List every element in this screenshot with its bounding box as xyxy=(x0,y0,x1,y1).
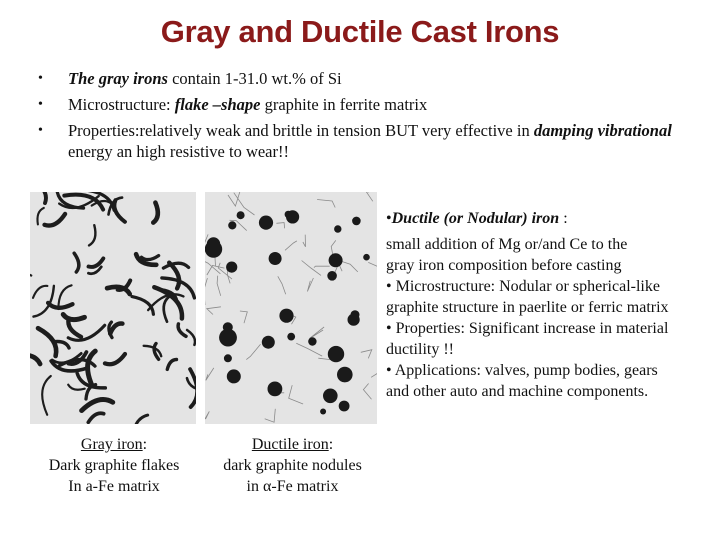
graphite-nodule xyxy=(262,336,275,349)
graphite-nodule xyxy=(279,309,293,323)
bullet-emphasis: The gray irons xyxy=(68,69,168,88)
gray-iron-micrograph xyxy=(30,192,196,424)
graphite-flake xyxy=(88,413,103,422)
bullet-lead: Properties:relatively weak and brittle in tension BUT very effective in xyxy=(68,121,534,140)
bullet-properties xyxy=(38,120,678,162)
graphite-flake xyxy=(142,256,159,260)
graphite-flake xyxy=(68,385,85,390)
bullet-emphasis: flake –shape xyxy=(174,95,261,114)
grain-boundary xyxy=(371,366,377,378)
grain-boundary xyxy=(217,276,221,296)
bullet-gray-irons xyxy=(38,68,678,89)
caption-title: Gray iron xyxy=(80,436,143,453)
graphite-flake xyxy=(82,400,113,411)
ductile-line: ductility !! xyxy=(386,341,454,358)
graphite-nodule xyxy=(205,240,222,257)
graphite-flake xyxy=(154,287,182,318)
graphite-flake xyxy=(153,203,158,223)
graphite-flake xyxy=(63,314,84,319)
graphite-nodule xyxy=(226,262,237,273)
grain-boundary xyxy=(205,411,209,424)
grain-boundary xyxy=(278,276,286,294)
grain-boundary xyxy=(265,409,276,422)
graphite-flake xyxy=(110,324,122,334)
gray-iron-caption xyxy=(28,434,200,497)
grain-boundary xyxy=(368,253,377,268)
grain-boundary xyxy=(240,311,247,323)
bullet-marker: • xyxy=(386,210,392,227)
caption-colon: : xyxy=(328,436,334,453)
grain-boundary xyxy=(206,368,214,381)
graphite-flake xyxy=(169,263,179,289)
grain-boundary xyxy=(246,344,260,359)
graphite-nodule xyxy=(308,337,316,345)
ductile-iron-micrograph xyxy=(205,192,377,424)
grain-boundary xyxy=(303,235,306,247)
graphite-flake xyxy=(74,253,79,272)
bullet-microstructure xyxy=(38,94,678,115)
bullet-marker: • xyxy=(38,71,43,86)
slide-title: Gray and Ductile Cast Irons xyxy=(160,14,560,49)
graphite-nodule xyxy=(337,367,353,383)
grain-boundary xyxy=(205,278,207,305)
graphite-nodule xyxy=(328,346,344,362)
grain-boundary xyxy=(285,241,297,250)
graphite-flake xyxy=(114,200,125,222)
graphite-flake xyxy=(45,214,66,226)
graphite-nodule xyxy=(339,401,350,412)
bullet-rest: graphite in ferrite matrix xyxy=(260,95,428,114)
graphite-flake xyxy=(133,415,148,424)
graphite-flake xyxy=(178,324,186,336)
graphite-flake xyxy=(48,303,72,308)
grain-boundary xyxy=(317,200,335,208)
caption-title: Ductile iron xyxy=(251,436,329,453)
graphite-flake xyxy=(164,297,170,322)
graphite-flake xyxy=(30,274,31,286)
graphite-nodule xyxy=(363,254,370,261)
caption-colon: : xyxy=(142,436,148,453)
graphite-nodule xyxy=(237,211,245,219)
graphite-flake xyxy=(187,330,195,345)
graphite-flake xyxy=(30,355,40,364)
graphite-flake xyxy=(89,225,95,245)
grain-boundary xyxy=(234,193,255,215)
ductile-line: • Microstructure: Nodular or spherical-like xyxy=(386,278,660,295)
ductile-heading-tail: : xyxy=(559,210,568,227)
graphite-flake xyxy=(132,297,153,315)
bullet-lead: Microstructure: xyxy=(68,95,175,114)
grain-boundary xyxy=(314,266,330,268)
grain-boundary xyxy=(363,384,371,400)
graphite-nodule xyxy=(320,409,326,415)
caption-line: in α-Fe matrix xyxy=(246,478,339,495)
grain-boundary xyxy=(307,278,313,292)
grain-boundary xyxy=(361,350,372,359)
grain-boundary xyxy=(207,307,221,315)
grain-boundary xyxy=(296,343,322,356)
caption-line: In a-Fe matrix xyxy=(68,478,160,495)
graphite-nodule xyxy=(287,333,295,341)
graphite-nodule xyxy=(334,225,341,232)
bullet-text xyxy=(68,120,678,162)
graphite-nodule xyxy=(285,211,292,218)
grain-boundary xyxy=(363,192,373,201)
ductile-line: graphite structure in paerlite or ferric matrix xyxy=(386,299,669,316)
grain-boundary xyxy=(309,327,324,339)
intro-bullet-list xyxy=(38,68,678,167)
graphite-nodule xyxy=(269,252,282,265)
graphite-nodule xyxy=(323,389,338,404)
graphite-nodule xyxy=(224,354,232,362)
graphite-nodule xyxy=(327,271,337,281)
ductile-line: small addition of Mg or/and Ce to the xyxy=(386,236,628,253)
ductile-iron-description xyxy=(386,208,706,402)
bullet-rest: energy an high resistive to wear!! xyxy=(68,142,289,161)
graphite-nodule xyxy=(259,216,273,230)
graphite-nodule xyxy=(227,369,241,383)
graphite-flake xyxy=(144,346,162,356)
graphite-flake xyxy=(105,354,125,364)
bullet-marker: • xyxy=(38,97,43,112)
ductile-line: and other auto and machine components. xyxy=(386,383,649,400)
ductile-heading xyxy=(386,208,706,229)
ductile-line: gray iron composition before casting xyxy=(386,257,622,274)
grain-boundary xyxy=(302,261,321,276)
graphite-nodule xyxy=(219,329,237,347)
graphite-flake xyxy=(38,328,56,356)
graphite-flake xyxy=(35,192,46,203)
graphite-nodule xyxy=(228,221,236,229)
ductile-iron-caption xyxy=(200,434,385,497)
ductile-line: • Applications: valves, pump bodies, gears xyxy=(386,362,658,379)
graphite-nodule xyxy=(268,382,283,397)
ductile-line: • Properties: Significant increase in material xyxy=(386,320,669,337)
graphite-nodule xyxy=(352,217,361,226)
ductile-heading-text: Ductile (or Nodular) iron xyxy=(391,210,560,227)
bullet-text xyxy=(68,94,678,115)
graphite-flake xyxy=(167,360,176,370)
grain-boundary xyxy=(289,385,303,404)
graphite-flake xyxy=(37,208,43,225)
graphite-nodule xyxy=(329,253,343,267)
caption-line: dark graphite nodules xyxy=(223,457,362,474)
graphite-flake xyxy=(33,286,47,298)
grain-boundary xyxy=(276,223,284,229)
bullet-text xyxy=(68,68,678,89)
graphite-nodule xyxy=(348,314,360,326)
bullet-emphasis: damping vibrational xyxy=(533,121,672,140)
bullet-marker: • xyxy=(38,123,43,138)
graphite-flake xyxy=(42,376,51,415)
caption-line: Dark graphite flakes xyxy=(48,457,180,474)
bullet-rest: contain 1-31.0 wt.% of Si xyxy=(167,69,342,88)
